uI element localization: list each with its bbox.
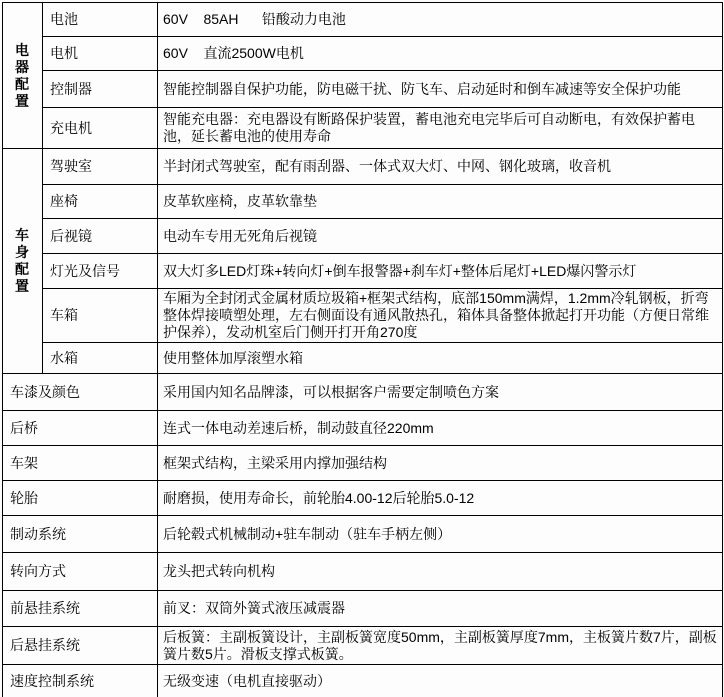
table-row: [3, 219, 723, 254]
spec-value: 采用国内知名品牌漆，可以根据客户需要定制喷色方案: [158, 374, 723, 411]
spec-value: 框架式结构，主梁采用内撑加强结构: [158, 446, 723, 481]
spec-label: 水箱: [43, 343, 158, 374]
spec-label: 速度控制系统: [3, 665, 158, 697]
table-row: [3, 665, 723, 697]
spec-value: 耐磨损，使用寿命长，前轮胎4.00-12后轮胎5.0-12: [158, 481, 723, 516]
table-row: [3, 343, 723, 374]
spec-value: 后板簧：主副板簧设计，主副板簧宽度50mm，主副板簧厚度7mm，主板簧片数7片，副板簧片数5片。滑板支撑式板簧。: [158, 627, 723, 665]
spec-label: 充电机: [43, 108, 158, 149]
spec-label: 电池: [43, 3, 158, 37]
table-row: [3, 289, 723, 343]
spec-value: 智能充电器：充电器设有断路保护装置，蓄电池充电完毕后可自动断电，有效保护蓄电池，延长蓄电池的使用寿命: [158, 108, 723, 149]
group-label-electrical: 电器配置: [3, 3, 43, 149]
spec-value: 龙头把式转向机构: [158, 553, 723, 591]
table-row: [3, 185, 723, 219]
spec-label: 制动系统: [3, 516, 158, 553]
spec-label: 车架: [3, 446, 158, 481]
table-row: [3, 108, 723, 149]
spec-value: 60V 直流2500W电机: [158, 37, 723, 71]
spec-label: 转向方式: [3, 553, 158, 591]
table-row: [3, 553, 723, 591]
spec-label: 控制器: [43, 71, 158, 108]
spec-label: 座椅: [43, 185, 158, 219]
spec-label: 后悬挂系统: [3, 627, 158, 665]
spec-label: 灯光及信号: [43, 254, 158, 289]
spec-value: 电动车专用无死角后视镜: [158, 219, 723, 254]
spec-value: 车厢为全封闭式金属材质垃圾箱+框架式结构，底部150mm满焊，1.2mm冷轧钢板，折弯整体焊接喷塑处理，左右侧面设有通风散热孔，箱体具备整体掀起打开功能（方便日常维护保养），发动机室后门侧开打开角270度: [158, 289, 723, 343]
spec-label: 轮胎: [3, 481, 158, 516]
spec-value: 使用整体加厚滚塑水箱: [158, 343, 723, 374]
spec-table: [2, 2, 723, 697]
table-row: [3, 374, 723, 411]
spec-value: 60V 85AH 铅酸动力电池: [158, 3, 723, 37]
table-row: [3, 37, 723, 71]
table-row: [3, 516, 723, 553]
spec-value: 后轮毂式机械制动+驻车制动（驻车手柄左侧）: [158, 516, 723, 553]
spec-value: 双大灯多LED灯珠+转向灯+倒车报警器+刹车灯+整体后尾灯+LED爆闪警示灯: [158, 254, 723, 289]
table-row: [3, 71, 723, 108]
table-row: [3, 627, 723, 665]
spec-label: 驾驶室: [43, 149, 158, 185]
spec-value: 半封闭式驾驶室，配有雨刮器、一体式双大灯、中网、钢化玻璃，收音机: [158, 149, 723, 185]
table-row: [3, 446, 723, 481]
table-row: [3, 411, 723, 446]
table-row: [3, 591, 723, 627]
table-row: [3, 254, 723, 289]
table-row: [3, 149, 723, 185]
spec-label: 后视镜: [43, 219, 158, 254]
spec-label: 前悬挂系统: [3, 591, 158, 627]
spec-value: 智能控制器自保护功能，防电磁干扰、防飞车、启动延时和倒车减速等安全保护功能: [158, 71, 723, 108]
spec-value: 无级变速（电机直接驱动）: [158, 665, 723, 697]
group-label-body: 车身配置: [3, 149, 43, 374]
spec-value: 皮革软座椅，皮革软靠垫: [158, 185, 723, 219]
table-row: [3, 3, 723, 37]
spec-label: 后桥: [3, 411, 158, 446]
spec-value: 连式一体电动差速后桥，制动鼓直径220mm: [158, 411, 723, 446]
spec-label: 车箱: [43, 289, 158, 343]
spec-label: 车漆及颜色: [3, 374, 158, 411]
spec-value: 前叉：双筒外簧式液压减震器: [158, 591, 723, 627]
spec-label: 电机: [43, 37, 158, 71]
table-row: [3, 481, 723, 516]
